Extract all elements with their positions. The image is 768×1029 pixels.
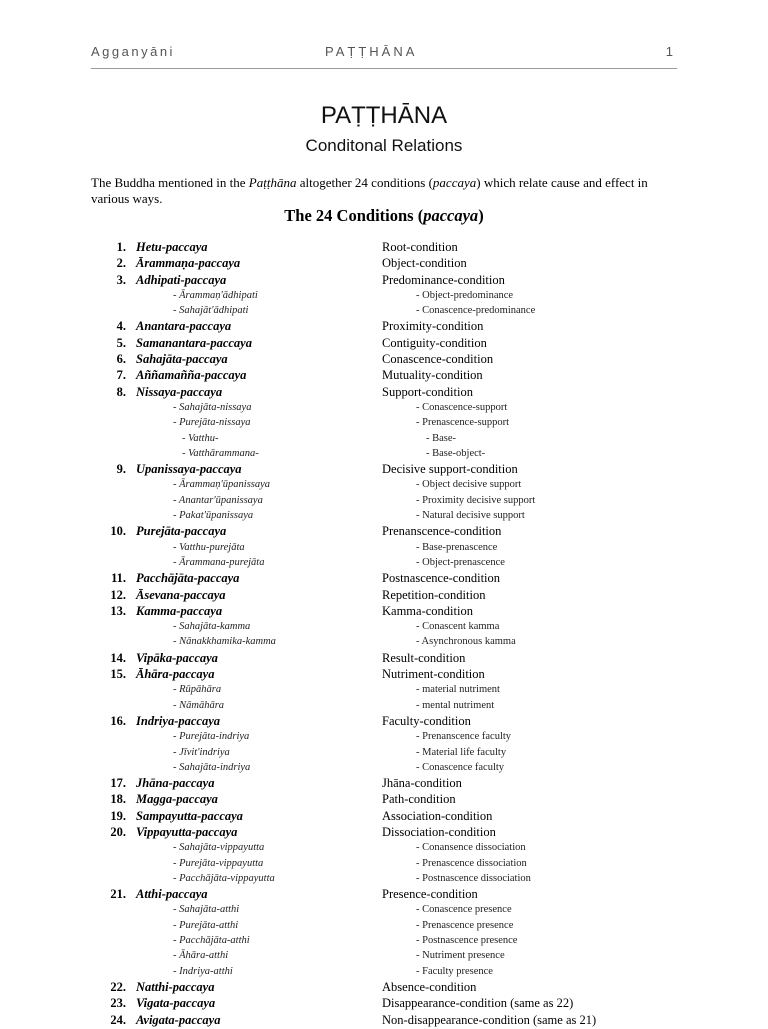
condition-pali-term: Vippayutta-paccaya xyxy=(136,824,238,839)
condition-pali-term: Purejāta-paccaya xyxy=(136,524,227,539)
condition-english: Prenanscence-condition xyxy=(382,524,502,539)
condition-english: Proximity-condition xyxy=(382,319,484,334)
section-title-text: The 24 Conditions ( xyxy=(284,206,424,225)
condition-row xyxy=(0,319,768,335)
condition-english: Root-condition xyxy=(382,240,458,254)
condition-pali-term: Magga-paccaya xyxy=(136,792,218,807)
section-title-italic: paccaya xyxy=(423,206,479,225)
sub-condition-row xyxy=(0,416,768,431)
condition-row xyxy=(0,524,768,540)
sub-condition-row xyxy=(0,965,768,980)
condition-row xyxy=(0,825,768,841)
condition-number: 12. xyxy=(110,587,126,602)
condition-pali-term: Natthi-paccaya xyxy=(136,979,215,994)
sub-condition-english: - Conascent kamma xyxy=(416,621,500,633)
condition-pali-term: Vipāka-paccaya xyxy=(136,650,218,665)
condition-number: 14. xyxy=(110,650,126,665)
condition-pali-term: Indriya-paccaya xyxy=(136,713,221,728)
condition-english: Decisive support-condition xyxy=(382,462,518,477)
sub-condition-english: - Prenascence dissociation xyxy=(416,857,527,869)
sub-condition-english: - Prenascence presence xyxy=(416,919,514,931)
sub-condition-pali: - Āhāra-atthi xyxy=(173,950,229,962)
sub-condition-pali: - Indriya-atthi xyxy=(173,965,233,977)
condition-number: 19. xyxy=(110,808,126,823)
sub-condition-row xyxy=(0,746,768,761)
condition-row xyxy=(0,352,768,368)
condition-english: Disappearance-condition (same as 22) xyxy=(382,996,574,1011)
condition-english: Dissociation-condition xyxy=(382,824,496,839)
condition-pali-term: Avigata-paccaya xyxy=(136,1012,221,1027)
sub-condition-pali: - Jīvit'indriya xyxy=(173,746,230,758)
condition-row xyxy=(0,588,768,604)
intro-paragraph xyxy=(91,175,671,207)
header-rule xyxy=(91,68,677,69)
condition-number: 13. xyxy=(110,603,126,618)
sub-condition-row xyxy=(0,903,768,918)
condition-row xyxy=(0,887,768,903)
condition-pali-term: Atthi-paccaya xyxy=(136,887,208,902)
condition-pali-term: Āsevana-paccaya xyxy=(136,587,226,602)
sub-condition-english: - Asynchronous kamma xyxy=(416,636,516,648)
sub-condition-row xyxy=(0,304,768,319)
condition-row xyxy=(0,776,768,792)
sub-condition-row xyxy=(0,841,768,856)
condition-english: Contiguity-condition xyxy=(382,335,487,350)
condition-number: 4. xyxy=(116,319,126,334)
sub-condition-english: - Base- xyxy=(426,432,457,444)
page-subtitle: Conditonal Relations xyxy=(305,136,463,155)
condition-row xyxy=(0,604,768,620)
header-title: PAṬṬHĀNA xyxy=(325,44,418,59)
condition-pali-term: Anantara-paccaya xyxy=(136,319,232,334)
condition-pali-term: Nissaya-paccaya xyxy=(136,384,223,399)
condition-number: 24. xyxy=(110,1012,126,1027)
sub-condition-english: - Proximity decisive support xyxy=(416,494,536,506)
sub-condition-pali: - Sahajāta-nissaya xyxy=(173,401,252,413)
sub-condition-english: - Conascence-support xyxy=(416,401,508,413)
condition-english: Jhāna-condition xyxy=(382,776,462,791)
sub-condition-pali: - Pacchājāta-vippayutta xyxy=(173,872,275,884)
section-title-close: ) xyxy=(478,206,484,225)
sub-condition-pali: - Anantar'ūpanissaya xyxy=(173,494,263,506)
sub-condition-row xyxy=(0,919,768,934)
condition-pali-term: Kamma-paccaya xyxy=(136,603,223,618)
page-number: 1 xyxy=(665,44,673,59)
condition-row xyxy=(0,385,768,401)
condition-number: 8. xyxy=(116,384,126,399)
condition-number: 6. xyxy=(116,352,126,367)
intro-italic-1: Paṭṭhāna xyxy=(248,175,297,190)
sub-condition-pali: - Vatthu- xyxy=(182,432,219,444)
intro-text-3: ) which relate cause and effect in various ways. xyxy=(91,175,648,206)
condition-pali-term: Upanissaya-paccaya xyxy=(136,462,242,477)
sub-condition-row xyxy=(0,857,768,872)
condition-pali-term: Samanantara-paccaya xyxy=(136,335,252,350)
condition-row xyxy=(0,462,768,478)
condition-row xyxy=(0,996,768,1012)
condition-number: 11. xyxy=(111,571,126,586)
condition-english: Support-condition xyxy=(382,384,473,399)
condition-number: 17. xyxy=(110,776,126,791)
condition-pali-term: Pacchājāta-paccaya xyxy=(136,571,240,586)
condition-number: 3. xyxy=(116,272,126,287)
condition-row xyxy=(0,651,768,667)
condition-number: 2. xyxy=(116,256,126,271)
sub-condition-row xyxy=(0,761,768,776)
sub-condition-english: - Object-prenascence xyxy=(416,556,505,568)
sub-condition-pali: - Nāmāhāra xyxy=(173,699,225,711)
sub-condition-english: - Conascence faculty xyxy=(416,761,505,773)
condition-number: 5. xyxy=(116,335,126,350)
sub-condition-english: - Object-predominance xyxy=(416,289,514,301)
sub-condition-pali: - Sahajāta-kamma xyxy=(173,621,251,633)
condition-pali-term: Āhāra-paccaya xyxy=(136,667,215,682)
sub-condition-row xyxy=(0,934,768,949)
sub-condition-pali: - Vatthārammana- xyxy=(182,447,259,459)
sub-condition-english: - mental nutriment xyxy=(416,699,495,711)
condition-row xyxy=(0,792,768,808)
sub-condition-row xyxy=(0,699,768,714)
condition-row xyxy=(0,571,768,587)
condition-pali-term: Sampayutta-paccaya xyxy=(136,808,243,823)
condition-english: Predominance-condition xyxy=(382,272,505,287)
condition-row xyxy=(0,240,768,256)
condition-pali-term: Sahajāta-paccaya xyxy=(136,352,228,367)
sub-condition-english: - Conascence-predominance xyxy=(416,305,536,317)
condition-pali-term: Hetu-paccaya xyxy=(136,240,208,254)
sub-condition-english: - Conansence dissociation xyxy=(416,842,526,854)
sub-condition-pali: - Ārammaṇ'ādhipati xyxy=(173,289,258,301)
condition-number: 15. xyxy=(110,667,126,682)
condition-pali-term: Aññamañña-paccaya xyxy=(136,368,247,383)
sub-condition-english: - Prenanscence faculty xyxy=(416,731,512,743)
sub-condition-pali: - Purejāta-nissaya xyxy=(173,417,251,429)
sub-condition-english: - Natural decisive support xyxy=(416,510,525,522)
sub-condition-row xyxy=(0,541,768,556)
condition-english: Faculty-condition xyxy=(382,713,471,728)
condition-number: 23. xyxy=(110,996,126,1011)
sub-condition-pali: - Rūpāhāra xyxy=(173,684,222,696)
condition-row xyxy=(0,1013,768,1029)
sub-condition-pali: - Pakat'ūpanissaya xyxy=(173,510,254,522)
sub-condition-pali: - Ārammana-purejāta xyxy=(173,556,265,568)
condition-number: 21. xyxy=(110,887,126,902)
sub-condition-row xyxy=(0,872,768,887)
sub-condition-pali: - Vatthu-purejāta xyxy=(173,541,245,553)
condition-row xyxy=(0,809,768,825)
condition-english: Path-condition xyxy=(382,792,456,807)
condition-english: Nutriment-condition xyxy=(382,667,485,682)
condition-english: Object-condition xyxy=(382,256,467,271)
sub-condition-row xyxy=(0,401,768,416)
sub-condition-row xyxy=(0,949,768,964)
sub-condition-row xyxy=(0,635,768,650)
sub-condition-row xyxy=(0,289,768,304)
condition-number: 22. xyxy=(110,979,126,994)
condition-row xyxy=(0,256,768,272)
page-title: PAṬṬHĀNA xyxy=(320,102,448,129)
condition-pali-term: Adhipati-paccaya xyxy=(136,272,227,287)
sub-condition-pali: - Pacchājāta-atthi xyxy=(173,935,250,947)
sub-condition-english: - Nutriment presence xyxy=(416,950,505,962)
condition-pali-term: Ārammaṇa-paccaya xyxy=(136,256,241,271)
sub-condition-pali: - Purejāta-atthi xyxy=(173,919,239,931)
sub-condition-english: - material nutriment xyxy=(416,684,500,696)
condition-english: Mutuality-condition xyxy=(382,368,483,383)
sub-condition-english: - Base-prenascence xyxy=(416,541,498,553)
condition-english: Absence-condition xyxy=(382,979,477,994)
sub-condition-english: - Base-object- xyxy=(426,447,486,459)
sub-condition-row xyxy=(0,620,768,635)
sub-condition-row xyxy=(0,447,768,462)
condition-row xyxy=(0,714,768,730)
sub-condition-row xyxy=(0,509,768,524)
sub-condition-english: - Object decisive support xyxy=(416,479,522,491)
sub-condition-row xyxy=(0,556,768,571)
condition-row xyxy=(0,273,768,289)
condition-english: Non-disappearance-condition (same as 21) xyxy=(382,1012,597,1027)
condition-english: Result-condition xyxy=(382,650,466,665)
condition-row xyxy=(0,667,768,683)
sub-condition-english: - Material life faculty xyxy=(416,746,507,758)
section-title xyxy=(0,206,768,226)
condition-english: Presence-condition xyxy=(382,887,478,902)
condition-english: Association-condition xyxy=(382,808,493,823)
sub-condition-english: - Conascence presence xyxy=(416,904,512,916)
sub-condition-pali: - Nānakkhamika-kamma xyxy=(173,636,276,648)
condition-number: 18. xyxy=(110,792,126,807)
condition-row xyxy=(0,368,768,384)
conditions-list xyxy=(0,240,768,1029)
sub-condition-row xyxy=(0,683,768,698)
condition-number: 16. xyxy=(110,713,126,728)
sub-condition-english: - Postnascence dissociation xyxy=(416,872,531,884)
sub-condition-row xyxy=(0,494,768,509)
sub-condition-pali: - Sahajāta-vippayutta xyxy=(173,842,265,854)
condition-english: Conascence-condition xyxy=(382,352,494,367)
sub-condition-pali: - Purejāta-indriya xyxy=(173,731,250,743)
intro-text-1: The Buddha mentioned in the xyxy=(91,175,249,190)
condition-row xyxy=(0,336,768,352)
sub-condition-pali: - Sahajāta-atthi xyxy=(173,904,240,916)
condition-pali-term: Jhāna-paccaya xyxy=(136,776,215,791)
sub-condition-english: - Faculty presence xyxy=(416,965,493,977)
condition-number: 10. xyxy=(110,524,126,539)
sub-condition-english: - Postnascence presence xyxy=(416,935,518,947)
sub-condition-pali: - Purejāta-vippayutta xyxy=(173,857,264,869)
condition-english: Repetition-condition xyxy=(382,587,486,602)
condition-number: 7. xyxy=(116,368,126,383)
sub-condition-english: - Prenascence-support xyxy=(416,417,510,429)
condition-number: 1. xyxy=(116,240,126,254)
running-header xyxy=(91,44,677,64)
sub-condition-pali: - Sahajāt'ādhipati xyxy=(173,305,249,317)
sub-condition-pali: - Sahajāta-indriya xyxy=(173,761,251,773)
intro-italic-2: paccaya xyxy=(432,175,477,190)
condition-row xyxy=(0,980,768,996)
sub-condition-pali: - Ārammaṇ'ūpanissaya xyxy=(173,479,271,491)
condition-english: Postnascence-condition xyxy=(382,571,501,586)
header-author: Agganyāni xyxy=(91,44,175,59)
sub-condition-row xyxy=(0,478,768,493)
sub-condition-row xyxy=(0,730,768,745)
sub-condition-row xyxy=(0,432,768,447)
intro-text-2: altogether 24 conditions ( xyxy=(296,175,433,190)
condition-number: 9. xyxy=(116,462,126,477)
condition-number: 20. xyxy=(110,824,126,839)
condition-pali-term: Vigata-paccaya xyxy=(136,996,216,1011)
condition-english: Kamma-condition xyxy=(382,603,473,618)
